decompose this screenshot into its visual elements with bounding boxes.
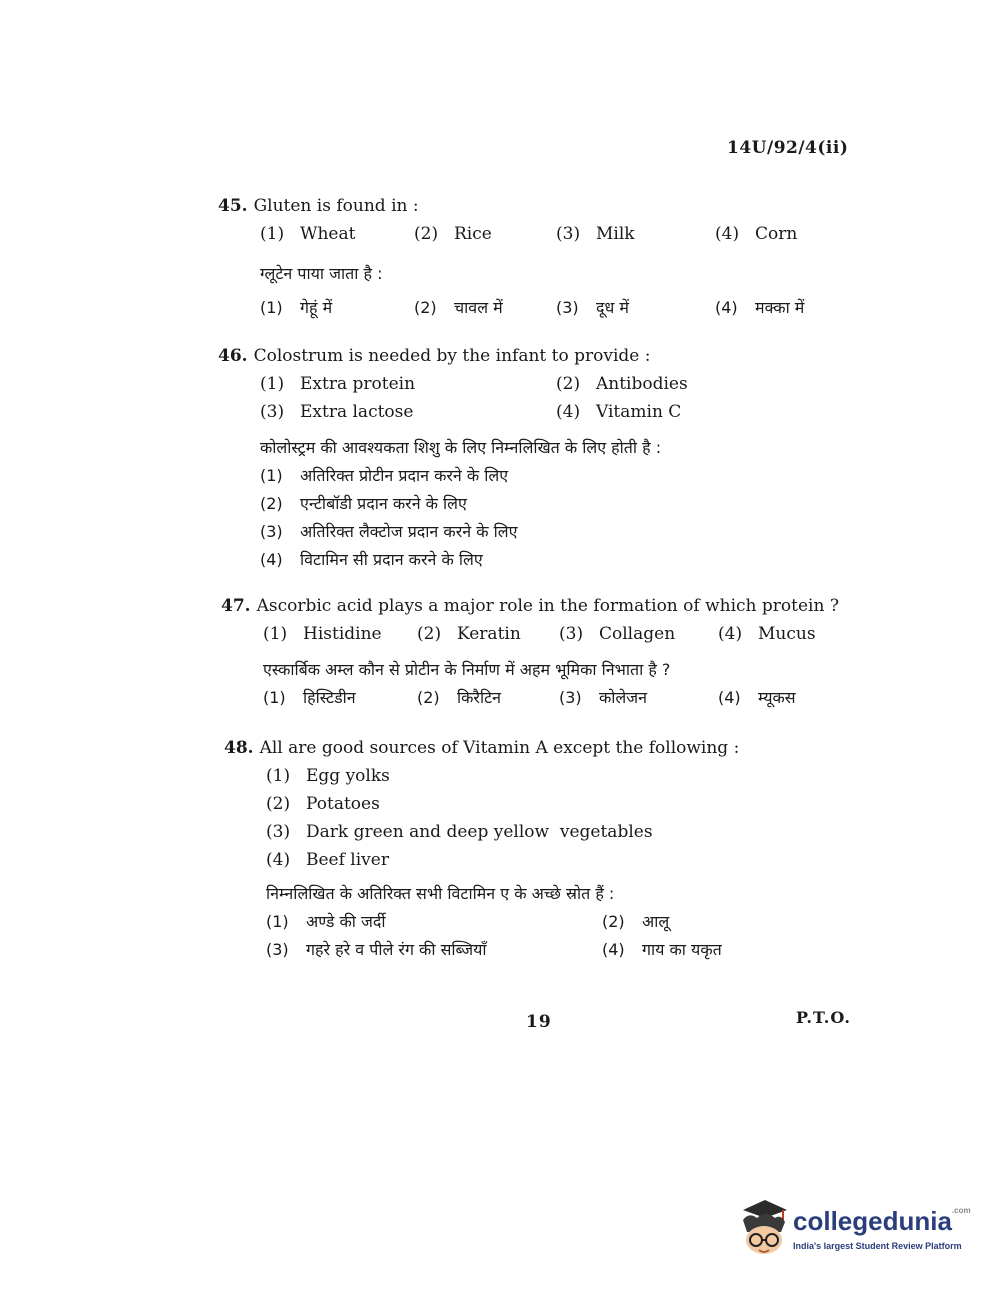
- option-text: गेहूं में: [300, 298, 333, 317]
- option-text: Potatoes: [306, 794, 380, 814]
- page-number: 19: [526, 1012, 552, 1032]
- option-en: (1) Egg yolks: [266, 766, 390, 786]
- option-text: अतिरिक्त प्रोटीन प्रदान करने के लिए: [300, 466, 509, 485]
- question-text-hi: निम्नलिखित के अतिरिक्त सभी विटामिन ए के अच्छे स्रोत हैं :: [266, 884, 615, 903]
- question-text-hi: एस्कार्बिक अम्ल कौन से प्रोटीन के निर्माण में अहम भूमिका निभाता है ?: [263, 660, 671, 679]
- option-hi: (4) विटामिन सी प्रदान करने के लिए: [260, 550, 483, 569]
- option-text: हिस्टिडीन: [303, 688, 356, 707]
- option-text: कोलेजन: [599, 688, 648, 707]
- option-text: गाय का यकृत: [642, 940, 722, 959]
- question-47: [221, 592, 861, 712]
- option-text: Vitamin C: [596, 402, 682, 422]
- option-text: Extra protein: [300, 374, 416, 394]
- option-text: Corn: [755, 224, 798, 244]
- option-hi: (2) एन्टीबॉडी प्रदान करने के लिए: [260, 494, 467, 513]
- options-hi-row1: (1) अण्डे की जर्दी (2) आलू: [266, 912, 670, 931]
- option-text: Wheat: [300, 224, 356, 244]
- question-number: 48.: [224, 738, 254, 758]
- options-hi: (1) गेहूं में (2) चावल में (3) दूध में (4) मक्का में: [260, 298, 805, 317]
- question-number: 45.: [218, 196, 248, 216]
- option-text: Beef liver: [306, 850, 389, 870]
- question-text-en: Gluten is found in :: [253, 196, 419, 216]
- collegedunia-watermark: [735, 1198, 971, 1258]
- pto-label: P.T.O.: [796, 1008, 851, 1027]
- option-text: एन्टीबॉडी प्रदान करने के लिए: [300, 494, 467, 513]
- option-text: Dark green and deep yellow vegetables: [306, 822, 653, 842]
- question-number: 46.: [218, 346, 248, 366]
- option-text: Histidine: [303, 624, 382, 644]
- options-hi-row2: (3) गहरे हरे व पीले रंग की सब्जियाँ (4) गाय का यकृत: [266, 940, 722, 959]
- option-text: किरैटिन: [457, 688, 502, 707]
- option-text: चावल में: [454, 298, 503, 317]
- option-text: म्यूकस: [758, 688, 796, 707]
- options-en: (1) Wheat (2) Rice (3) Milk (4) Corn: [260, 224, 798, 244]
- question-46: [218, 342, 858, 574]
- option-en: (2) Potatoes: [266, 794, 380, 814]
- option-text: Egg yolks: [306, 766, 390, 786]
- option-text: आलू: [642, 912, 670, 931]
- question-number: 47.: [221, 596, 251, 616]
- option-text: अण्डे की जर्दी: [306, 912, 386, 931]
- option-en: (3) Dark green and deep yellow vegetables: [266, 822, 653, 842]
- question-45: [218, 192, 858, 322]
- option-text: अतिरिक्त लैक्टोज प्रदान करने के लिए: [300, 522, 518, 541]
- option-hi: (3) अतिरिक्त लैक्टोज प्रदान करने के लिए: [260, 522, 518, 541]
- option-text: Milk: [596, 224, 635, 244]
- option-text: गहरे हरे व पीले रंग की सब्जियाँ: [306, 940, 487, 959]
- question-text-hi: ग्लूटेन पाया जाता है :: [260, 264, 383, 283]
- option-hi: (1) अतिरिक्त प्रोटीन प्रदान करने के लिए: [260, 466, 509, 485]
- question-48: [224, 734, 864, 964]
- option-text: Rice: [454, 224, 492, 244]
- option-text: Antibodies: [596, 374, 688, 394]
- option-text: Extra lactose: [300, 402, 414, 422]
- question-text-en: All are good sources of Vitamin A except the following :: [259, 738, 740, 758]
- paper-code: 14U/92/4(ii): [727, 138, 849, 158]
- options-en-row2: (3) Extra lactose (4) Vitamin C: [260, 402, 682, 422]
- option-text: विटामिन सी प्रदान करने के लिए: [300, 550, 483, 569]
- options-en: (1) Histidine (2) Keratin (3) Collagen (4) Mucus: [263, 624, 816, 644]
- option-text: मक्का में: [755, 298, 805, 317]
- option-text: Keratin: [457, 624, 521, 644]
- student-mascot-icon: [735, 1198, 791, 1258]
- options-en-row1: (1) Extra protein (2) Antibodies: [260, 374, 688, 394]
- option-text: दूध में: [596, 298, 629, 317]
- question-text-en: Colostrum is needed by the infant to provide :: [253, 346, 651, 366]
- option-en: (4) Beef liver: [266, 850, 389, 870]
- brand-tagline: India's largest Student Review Platform: [793, 1241, 962, 1251]
- option-text: Mucus: [758, 624, 816, 644]
- option-text: Collagen: [599, 624, 676, 644]
- options-hi: (1) हिस्टिडीन (2) किरैटिन (3) कोलेजन (4) म्यूकस: [263, 688, 796, 707]
- question-text-hi: कोलोस्ट्रम की आवश्यकता शिशु के लिए निम्नलिखित के लिए होती है :: [260, 438, 662, 457]
- brand-name: collegedunia$^{.com}$: [793, 1206, 971, 1236]
- question-text-en: Ascorbic acid plays a major role in the formation of which protein ?: [256, 596, 839, 616]
